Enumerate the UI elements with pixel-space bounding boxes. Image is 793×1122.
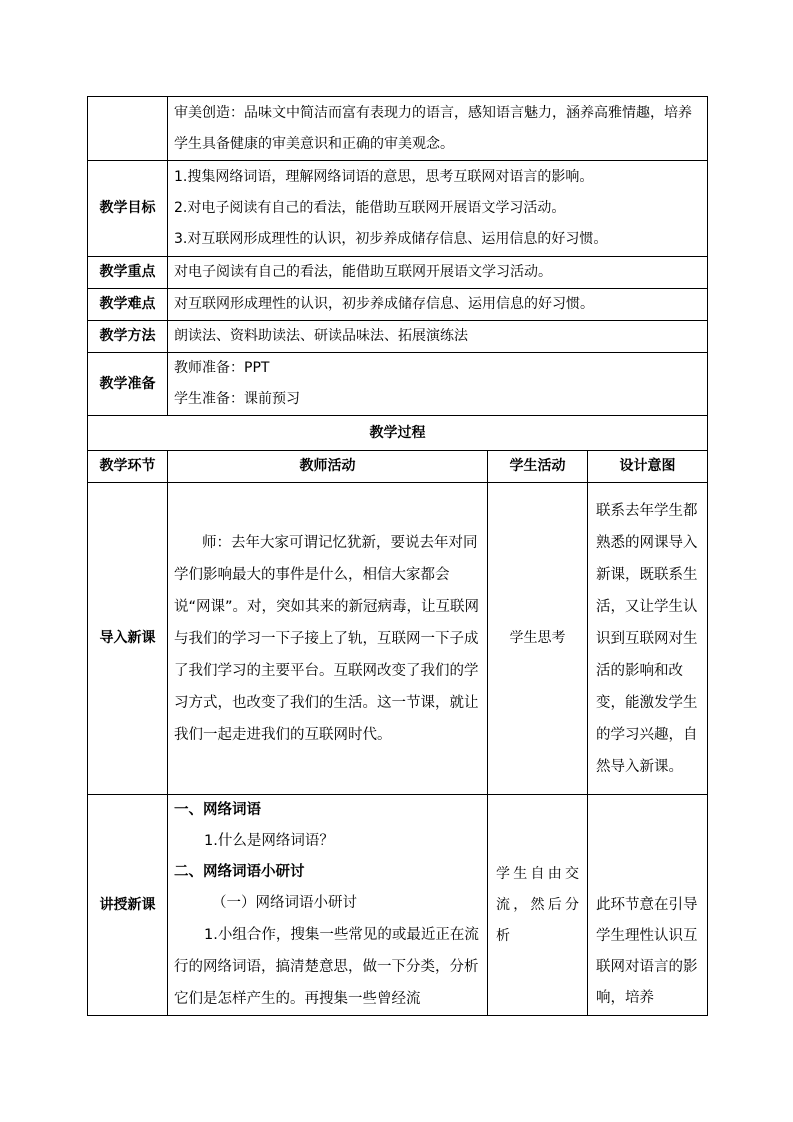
aesthetic-text: 审美创造：品味文中简洁而富有表现力的语言，感知语言魅力，涵养高雅情趣，培养学生具备健康的审美意识和正确的审美观念。 (168, 97, 708, 161)
intro-student-activity: 学生思考 (488, 483, 588, 795)
goal-item: 3.对互联网形成理性的认识，初步养成储存信息、运用信息的好习惯。 (174, 231, 608, 247)
methods-label: 教学方法 (88, 321, 168, 353)
process-title-row (88, 416, 708, 451)
new-lesson-design-intent: 此环节意在引导学生理性认识互联网对语言的影响，培养 (588, 795, 708, 1016)
preparation-cell (168, 353, 708, 416)
goals-row (88, 161, 708, 257)
goal-item: 1.搜集网络词语，理解网络词语的意思，思考互联网对语言的影响。 (174, 169, 594, 185)
preparation-row (88, 353, 708, 416)
key-point-row (88, 257, 708, 289)
goals-list (168, 161, 708, 257)
header-teacher: 教师活动 (168, 451, 488, 483)
subsection-1: （一）网络词语小研讨 (212, 895, 357, 911)
aesthetic-row (88, 97, 708, 161)
intro-teacher-activity (168, 483, 488, 795)
new-lesson-stage: 讲授新课 (88, 795, 168, 1016)
section-heading-2: 二、网络词语小研讨 (174, 864, 305, 880)
process-title: 教学过程 (88, 416, 708, 451)
header-intent: 设计意图 (588, 451, 708, 483)
lesson-plan-table (87, 96, 708, 1016)
aesthetic-label-cell (88, 97, 168, 161)
paragraph-1: 1.小组合作，搜集一些常见的或最近正在流行的网络词语，搞清楚意思，做一下分类，分析它们是怎样产生的。再搜集一些曾经流 (174, 927, 479, 1007)
goal-item: 2.对电子阅读有自己的看法，能借助互联网开展语文学习活动。 (174, 200, 566, 216)
intro-stage: 导入新课 (88, 483, 168, 795)
difficulty-label: 教学难点 (88, 289, 168, 321)
question-1: 1.什么是网络词语？ (204, 833, 334, 849)
methods-row (88, 321, 708, 353)
key-point-label: 教学重点 (88, 257, 168, 289)
goals-label: 教学目标 (88, 161, 168, 257)
process-header-row (88, 451, 708, 483)
new-lesson-teacher-activity (168, 795, 488, 1016)
header-stage: 教学环节 (88, 451, 168, 483)
new-lesson-row (88, 795, 708, 1016)
key-point-text: 对电子阅读有自己的看法，能借助互联网开展语文学习活动。 (168, 257, 708, 289)
intro-row (88, 483, 708, 795)
preparation-label: 教学准备 (88, 353, 168, 416)
difficulty-text: 对互联网形成理性的认识，初步养成储存信息、运用信息的好习惯。 (168, 289, 708, 321)
student-preparation: 学生准备：课前预习 (174, 391, 300, 407)
intro-teacher-text: 师：去年大家可谓记忆犹新，要说去年对同学们影响最大的事件是什么，相信大家都会说“网课”。对，突如其来的新冠病毒，让互联网与我们的学习一下子接上了轨，互联网一下子成了我们学习的主要平台。互联网改变了我们的学习方式，也改变了我们的生活。这一节课，就让我们一起走进我们的互联网时代。 (174, 534, 480, 743)
teacher-preparation: 教师准备：PPT (174, 360, 270, 376)
new-lesson-student-activity: 学生自由交流，然后分析 (488, 795, 588, 1016)
difficulty-row (88, 289, 708, 321)
section-heading-1: 一、网络词语 (174, 802, 261, 818)
methods-text: 朗读法、资料助读法、研读品味法、拓展演练法 (168, 321, 708, 353)
intro-design-intent: 联系去年学生都熟悉的网课导入新课，既联系生活，又让学生认识到互联网对生活的影响和改变，能激发学生的学习兴趣，自然导入新课。 (588, 483, 708, 795)
header-student: 学生活动 (488, 451, 588, 483)
